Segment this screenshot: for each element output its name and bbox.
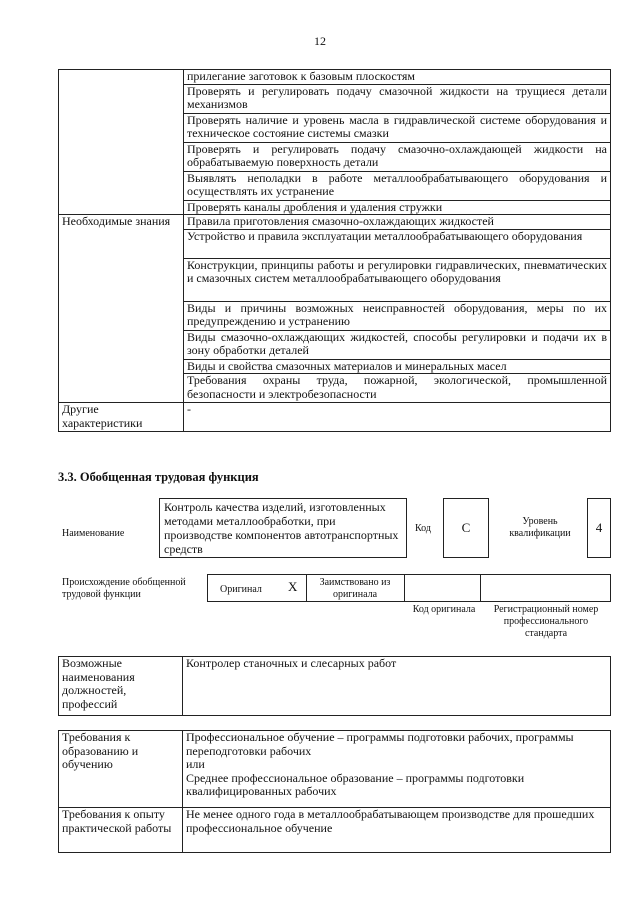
table-row: Проверять каналы дробления и удаления стружки	[184, 200, 611, 215]
other-characteristics-label: Другие характеристики	[59, 403, 184, 432]
level-label: Уровень квалификации	[509, 516, 571, 539]
education-value	[183, 731, 611, 808]
table-row: Виды смазочно-охлаждающих жидкостей, способы регулировки и подачи их в зону обработки деталей	[184, 330, 611, 359]
function-name-box: Контроль качества изделий, изготовленных методами металлообработки, при производстве компонентов автотранспортных средств	[159, 498, 407, 558]
divider	[480, 575, 481, 601]
other-characteristics-value: -	[184, 403, 611, 432]
table-row: Требования охраны труда, пожарной, экологической, промышленной безопасности и электробезопасности	[184, 374, 611, 403]
original-label: Оригинал	[220, 584, 262, 595]
origin-label: Происхождение обобщенной трудовой функции	[62, 577, 186, 600]
divider	[404, 575, 405, 601]
page-number: 12	[314, 34, 326, 48]
table-row: Виды и причины возможных неисправностей оборудования, меры по их предупреждению и устранению	[184, 301, 611, 330]
table-row: Проверять и регулировать подачу смазочно-охлаждающей жидкости на обрабатываемую поверхность детали	[184, 142, 611, 171]
knowledge-label: Необходимые знания	[59, 215, 184, 403]
skills-knowledge-table	[58, 69, 611, 432]
positions-value: Контролер станочных и слесарных работ	[183, 657, 611, 716]
education-or: или	[186, 757, 205, 771]
table-row: Устройство и правила эксплуатации металлообрабатывающего оборудования	[184, 229, 611, 258]
experience-label: Требования к опыту практической работы	[59, 808, 183, 853]
original-mark: X	[288, 579, 298, 594]
table-row: Виды и свойства смазочных материалов и минеральных масел	[184, 359, 611, 374]
divider	[306, 575, 307, 601]
section-title: 3.3. Обобщенная трудовая функция	[58, 470, 259, 484]
name-label: Наименование	[62, 528, 125, 539]
education-line-2: Среднее профессиональное образование – программы подготовки квалифицированных рабочих	[186, 770, 525, 798]
table-row: Правила приготовления смазочно-охлаждающих жидкостей	[184, 215, 611, 230]
borrowed-label: Заимствовано из оригинала	[319, 577, 391, 600]
reg-number-caption: Регистрационный номер профессионального стандарта	[493, 604, 599, 639]
table-row: Выявлять неполадки в работе металлообрабатывающего оборудования и осуществлять их устранение	[184, 171, 611, 200]
code-original-caption: Код оригинала	[412, 604, 476, 615]
positions-table	[58, 656, 611, 716]
code-value-box: C	[443, 498, 489, 558]
positions-label: Возможные наименования должностей, профессий	[59, 657, 183, 716]
requirements-table	[58, 730, 611, 853]
experience-value: Не менее одного года в металлообрабатывающем производстве для прошедших профессиональное обучение	[183, 808, 611, 853]
skills-label-cell	[59, 70, 184, 215]
origin-box	[207, 574, 611, 602]
education-label: Требования к образованию и обучению	[59, 731, 183, 808]
table-row: прилегание заготовок к базовым плоскостям	[184, 70, 611, 85]
education-line-1: Профессиональное обучение – программы подготовки рабочих, программы переподготовки рабочих	[186, 730, 574, 758]
table-row: Проверять и регулировать подачу смазочной жидкости на трущиеся детали механизмов	[184, 84, 611, 113]
code-label: Код	[415, 523, 431, 534]
table-row: Конструкции, принципы работы и регулировки гидравлических, пневматических и смазочных систем металлообрабатывающего оборудования	[184, 258, 611, 301]
level-value-box: 4	[587, 498, 611, 558]
table-row: Проверять наличие и уровень масла в гидравлической системе оборудования и техническое состояние системы смазки	[184, 113, 611, 142]
